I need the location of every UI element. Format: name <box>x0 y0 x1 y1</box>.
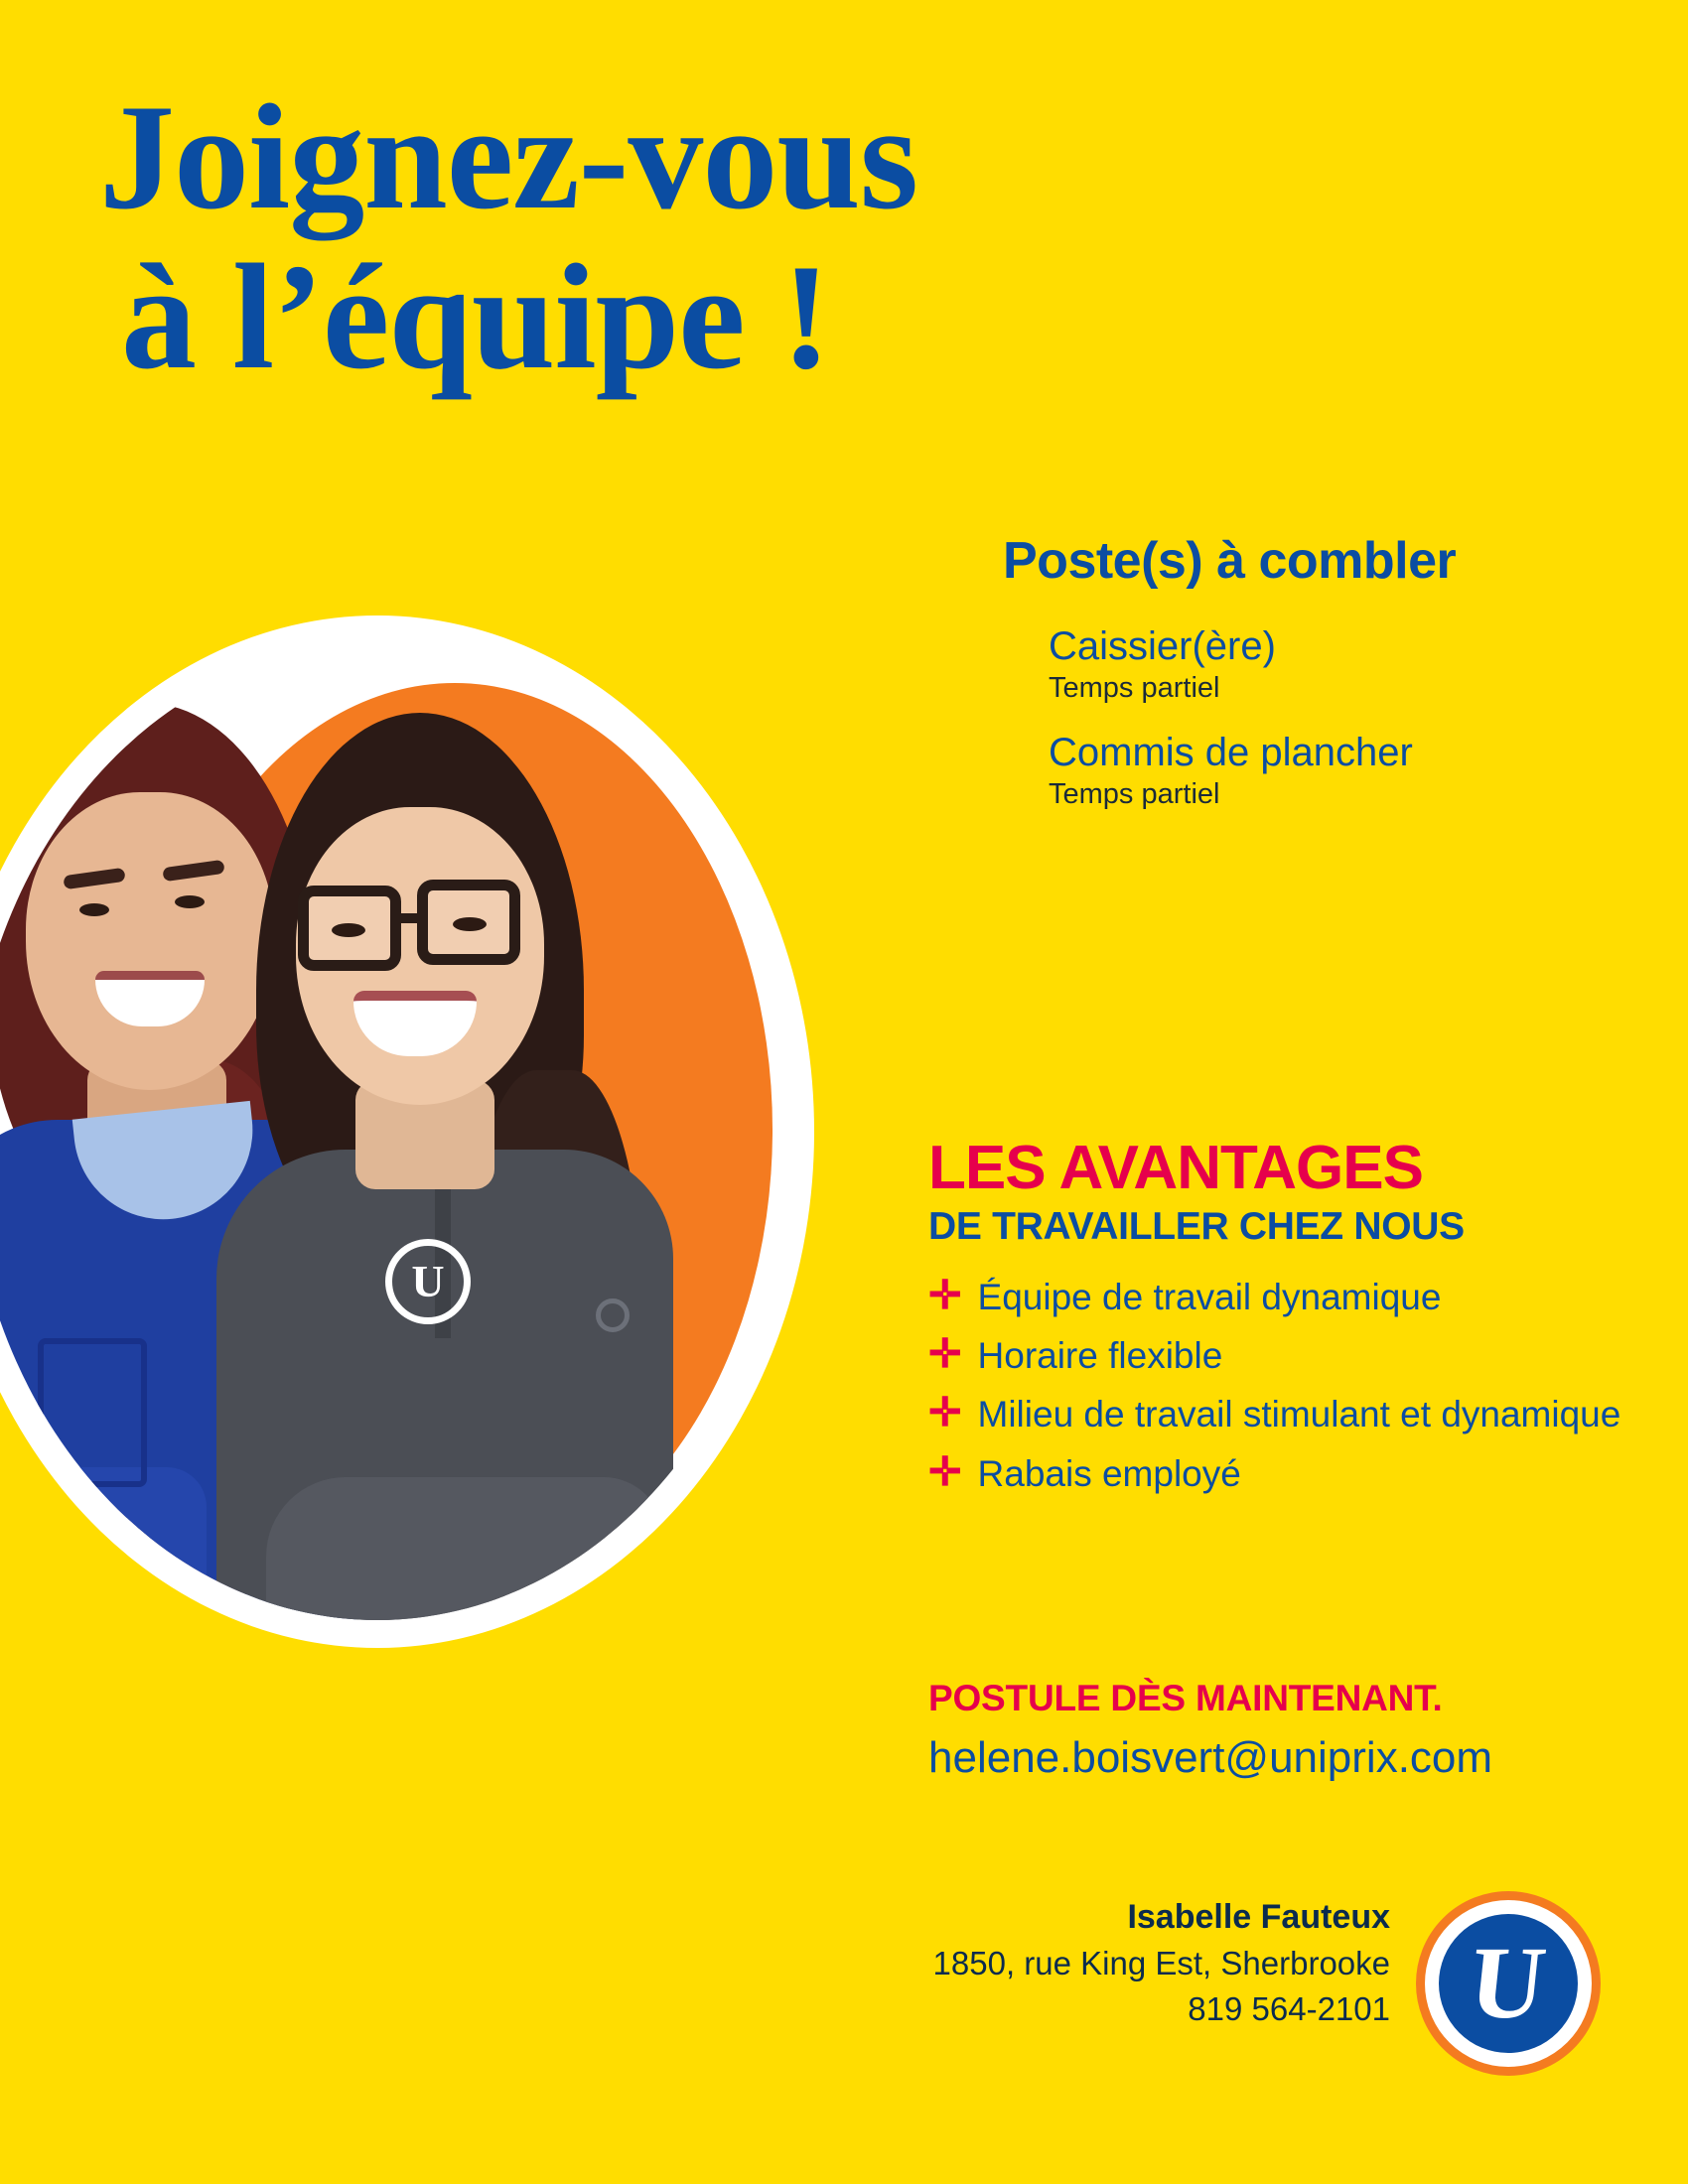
contact-name: Isabelle Fauteux <box>1127 1898 1390 1936</box>
position-schedule: Temps partiel <box>1049 672 1220 704</box>
eyeglasses-bridge <box>401 913 423 923</box>
list-item <box>928 1392 1623 1436</box>
benefits-title: LES AVANTAGES <box>928 1134 1423 1202</box>
plus-icon: ✛ <box>928 1391 962 1435</box>
arm-shape <box>266 1477 663 1620</box>
benefit-text: Équipe de travail dynamique <box>977 1277 1442 1318</box>
list-item <box>928 1275 1623 1319</box>
photo-inner <box>0 643 786 1620</box>
benefit-text: Rabais employé <box>977 1452 1241 1494</box>
uniprix-logo <box>1416 1891 1601 2076</box>
team-photo <box>0 615 834 1668</box>
sleeve-shape <box>0 1467 207 1620</box>
plus-icon: ✛ <box>928 1332 962 1377</box>
positions-title: Poste(s) à combler <box>1003 532 1457 590</box>
positions-section <box>1003 531 1638 837</box>
footer-contact <box>715 1898 1390 2028</box>
position-title: Commis de plancher <box>1049 731 1413 774</box>
position-title: Caissier(ère) <box>1049 624 1276 668</box>
benefits-section <box>928 1134 1623 1510</box>
list-item <box>1049 731 1638 811</box>
benefits-list <box>928 1275 1623 1496</box>
benefit-text: Milieu de travail stimulant et dynamique <box>977 1394 1621 1435</box>
plus-icon: ✛ <box>928 1274 962 1318</box>
button-shape <box>596 1298 630 1332</box>
page-title <box>99 73 917 401</box>
headline-line-2: à l’équipe ! <box>121 233 831 401</box>
positions-list <box>1003 624 1638 811</box>
contact-phone[interactable]: 819 564-2101 <box>1188 1990 1390 2027</box>
logo-inner-circle <box>1439 1914 1578 2053</box>
headline-line-1: Joignez-vous <box>99 73 917 240</box>
apply-section <box>928 1678 1643 1783</box>
apply-email-link[interactable]: helene.boisvert@uniprix.com <box>928 1733 1493 1782</box>
face-shape <box>26 792 274 1090</box>
plus-icon: ✛ <box>928 1449 962 1494</box>
list-item <box>928 1451 1623 1496</box>
pocket-shape <box>38 1338 147 1487</box>
sleeve-logo-icon: U <box>385 1239 471 1324</box>
eye-shape <box>175 895 205 908</box>
benefits-subtitle: DE TRAVAILLER CHEZ NOUS <box>928 1205 1465 1249</box>
position-schedule: Temps partiel <box>1049 778 1220 810</box>
logo-letter: U <box>1465 1926 1552 2040</box>
apply-heading: POSTULE DÈS MAINTENANT. <box>928 1678 1443 1718</box>
list-item <box>1049 624 1638 705</box>
eye-shape <box>332 923 365 937</box>
contact-address: 1850, rue King Est, Sherbrooke <box>932 1945 1390 1981</box>
list-item <box>928 1333 1623 1378</box>
eye-shape <box>79 903 109 916</box>
benefit-text: Horaire flexible <box>977 1335 1223 1377</box>
eye-shape <box>453 917 487 931</box>
